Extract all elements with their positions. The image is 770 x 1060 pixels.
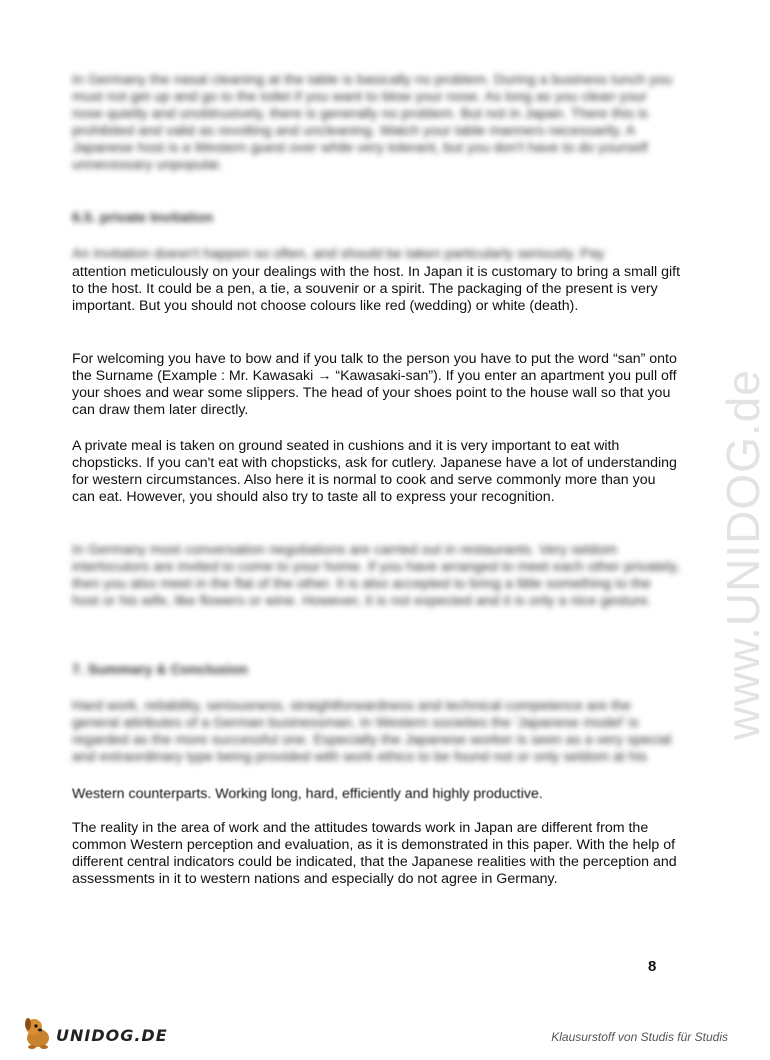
unidog-logo[interactable] <box>20 1014 170 1050</box>
section-heading-private-invitation: 6.5. private Invitation <box>72 210 214 226</box>
paragraph-welcoming: For welcoming you have to bow and if you talk to the person you have to put the word “san” onto the Surname (Example : Mr. Kawasaki → “Kawasaki-san”). If you enter an apartment you pull off your shoes and wear some slippers. The head of your shoes point to the house wall so that you can draw them later directly. <box>72 351 677 418</box>
section-heading-summary: 7. Summary & Conclusion <box>72 662 248 678</box>
dog-mascot-icon <box>20 1014 56 1050</box>
paragraph-germany-negotiations: In Germany most conversation negotiations are carried out in restaurants. Very seldom interlocutors are invited to come to your home. If you have arranged to meet each other privately, then you also meet in the flat of the other. It is also accepted to bring a little something to the host or his wife, like flowers or wine. However, it is not expected and it is only a nice gesture. <box>72 542 680 609</box>
paragraph-nasal-cleaning: In Germany the nasal cleaning at the table is basically no problem. During a business lunch you must not get up and go to the toilet if you want to blow your nose. As long as you clean your nose quietly and unobtrusively, there is generally no problem. But not in Japan. There this is prohibited and valid as revolting and uncleaning. Watch your table manners necessarily. A Japanese host is a Western guest over while very tolerant, but you don't have to do yourself unnecessary unpopular. <box>72 72 673 173</box>
paragraph-invitation-gift: attention meticulously on your dealings with the host. In Japan it is customary to bring a small gift to the host. It could be a pen, a tie, a souvenir or a spirit. The packaging of the present is very important. But you should not choose colours like red (wedding) or white (death). <box>72 264 681 314</box>
watermark-text: www.UNIDOG.de <box>717 369 769 740</box>
logo-text: UNIDOG.DE <box>56 1026 168 1045</box>
page-number: 8 <box>648 958 657 975</box>
paragraph-conclusion: The reality in the area of work and the attitudes towards work in Japan are different from the common Western perception and evaluation, as it is demonstrated in this paper. With the help of different central indicators could be indicated, that the Japanese realities with the perception and assessments in it to western nations and especially do not agree in Germany. <box>72 820 677 887</box>
paragraph-summary-western: Western counterparts. Working long, hard, efficiently and highly productive. <box>72 786 543 802</box>
watermark <box>668 260 769 740</box>
paragraph-private-meal: A private meal is taken on ground seated in cushions and it is very important to eat with chopsticks. If you can't eat with chopsticks, ask for cutlery. Japanese have a lot of understanding for western circumstances. Also here it is normal to cook and serve commonly more than you can eat. However, you should also try to taste all to express your recognition. <box>72 438 677 505</box>
footer-slogan: Klausurstoff von Studis für Studis <box>551 1030 728 1044</box>
paragraph-invitation-intro: An Invitation doesn't happen so often, and should be taken particularly seriously. Pay <box>72 246 605 262</box>
paragraph-summary-blurred: Hard work, reliability, seriousness, straightforwardness and technical competence are the general attributes of a German businessman. In Western societies the 'Japanese model' is regarded as the more successful one. Especially the Japanese worker is seen as a very special and extraordinary type being provided with work ethics to be found not or only seldom at his <box>72 698 672 765</box>
